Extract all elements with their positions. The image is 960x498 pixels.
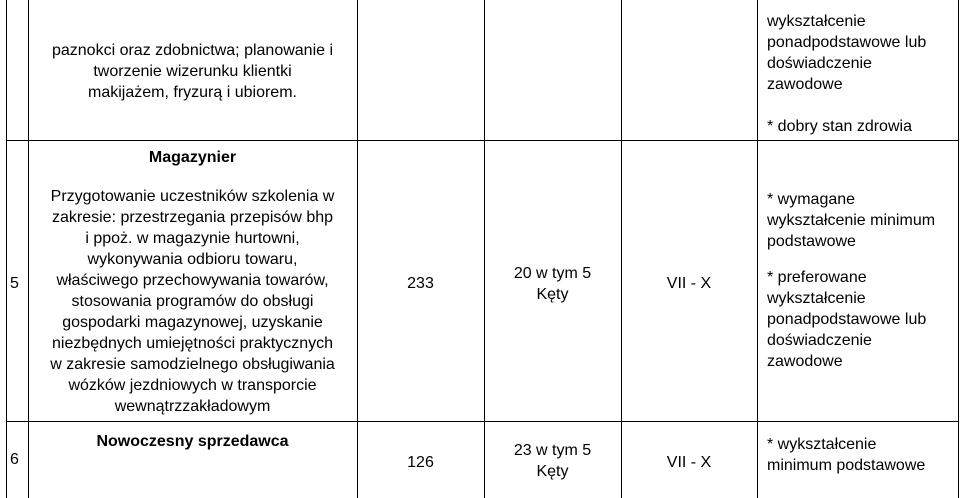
row-border-2 <box>6 421 959 422</box>
col-border-6 <box>958 0 959 498</box>
row6-number: 6 <box>10 451 19 468</box>
row5-title: Magazynier <box>148 149 237 166</box>
col-border-5 <box>757 0 758 498</box>
prev-row-requirements: wykształcenie ponadpodstawowe lub doświadczenie zawodowe * dobry stan zdrowia <box>767 13 927 135</box>
row5-requirements: * wymagane wykształcenie minimum podstawowe * preferowane wykształcenie ponadpodstawowe lub doświadczenie zawodowe <box>767 191 936 370</box>
row5-period: VII - X <box>666 275 712 292</box>
row5-hours: 233 <box>407 275 434 292</box>
prev-row-description: paznokci oraz zdobnictwa; planowanie i tworzenie wizerunku klientki makijażem, fryzurą i ubiorem. <box>51 42 334 101</box>
row-border-1 <box>6 140 959 141</box>
col-border-4 <box>621 0 622 498</box>
col-border-3 <box>484 0 485 498</box>
row5-number: 5 <box>10 275 19 292</box>
col-border-0 <box>6 0 7 498</box>
row6-period: VII - X <box>666 454 712 471</box>
row5-description: Przygotowanie uczestników szkolenia w zakresie: przestrzegania przepisów bhp i ppoż. w magazynie hurtowni, wykonywania odbioru towaru, właściwego przechowywania towarów, stosowania programów do obsługi gospodarki magazynowej, uzyskanie niezbędnych umiejętności praktycznych w zakresie samodzielnego obsługiwania wózków jezdniowych w transporcie wewnątrzzakładowym <box>50 188 335 415</box>
row6-hours: 126 <box>407 454 434 471</box>
row6-requirements: * wykształcenie minimum podstawowe <box>767 436 926 474</box>
row5-participants: 20 w tym 5 Kęty <box>513 265 592 303</box>
row6-title: Nowoczesny sprzedawca <box>96 433 289 450</box>
row6-participants: 23 w tym 5 Kęty <box>513 442 592 480</box>
col-border-2 <box>357 0 358 498</box>
